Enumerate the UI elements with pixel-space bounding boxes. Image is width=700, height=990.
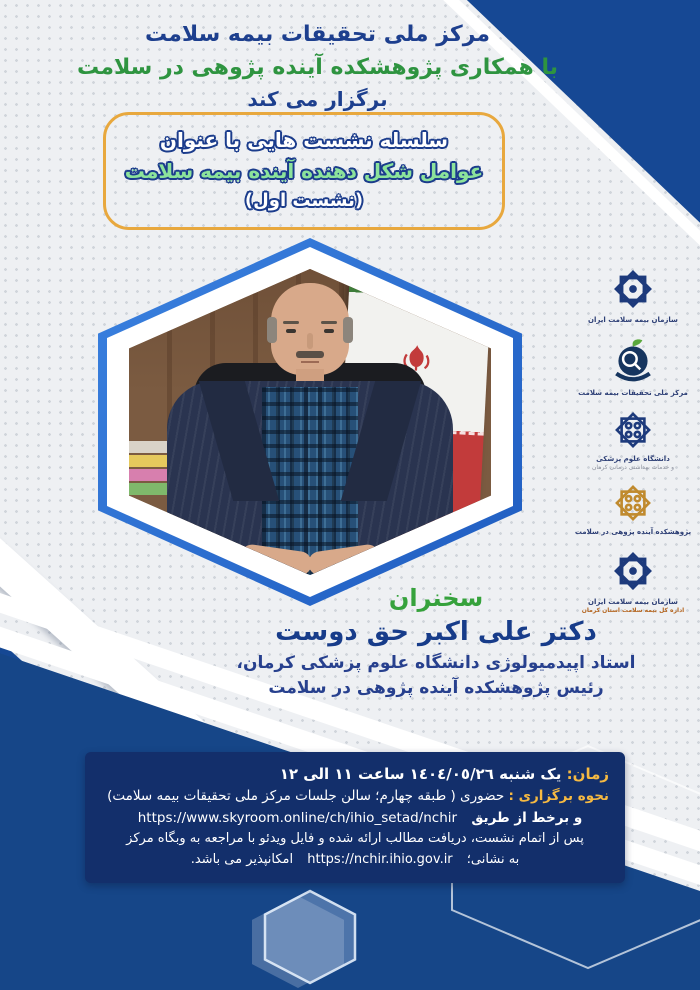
speaker-name: دکتر علی اکبر حق دوست xyxy=(275,617,597,648)
health-insurance-emblem-icon xyxy=(610,266,656,312)
note-suffix: امکانپذیر می باشد. xyxy=(190,851,294,867)
time-label: زمان: xyxy=(566,765,609,783)
series-title: عوامل شکل دهنده آینده بیمه سلامت xyxy=(124,159,484,183)
organizer-line: مرکز ملی تحقیقات بیمه سلامت xyxy=(145,22,490,47)
series-subtitle: سلسله نشست هایی با عنوان xyxy=(159,128,449,152)
series-title-box xyxy=(103,112,505,230)
speaker-portrait-photo xyxy=(129,269,491,575)
time-row xyxy=(101,762,609,786)
logo-caption: پژوهشکده آینده پژوهی در سلامت xyxy=(574,528,692,537)
logo-caption: سازمان بیمه سلامت ایران xyxy=(588,316,678,324)
mustache xyxy=(296,351,324,358)
logo-caption: مرکز ملی تحقیقات بیمه سلامت xyxy=(578,389,688,398)
skyroom-link[interactable]: https://www.skyroom.online/ch/ihio_setad/nchir xyxy=(137,809,458,826)
future-studies-octagram-icon xyxy=(612,482,654,524)
method-value: حضوری ( طبقه چهارم؛ سالن جلسات مرکز ملی تحقیقات بیمه سلامت) xyxy=(107,788,505,804)
nchir-link[interactable]: https://nchir.ihio.gov.ir xyxy=(307,851,453,867)
poster-header xyxy=(30,18,605,114)
speaker-label: سخنران xyxy=(388,584,484,612)
logo-item xyxy=(572,409,694,472)
portrait-inner-frame xyxy=(107,247,513,597)
speaker-role-2: رئیس پژوهشکده آینده پژوهی در سلامت xyxy=(268,678,604,699)
speaker-role-1: استاد اپیدمیولوژی دانشگاه علوم پزشکی کرمان، xyxy=(236,652,636,673)
note-row-2 xyxy=(101,850,609,871)
online-label: و برخط از طریق xyxy=(471,809,583,826)
logo-item xyxy=(572,335,694,398)
session-number: (نشست اول) xyxy=(244,190,364,211)
time-value: یک شنبه ١٤٠٤/٠٥/٢٦ ساعت ١١ الی ١٢ xyxy=(279,765,562,783)
logo-caption: سازمان بیمه سلامت ایران xyxy=(588,597,678,606)
plaid-shirt xyxy=(262,387,358,575)
speaker-head xyxy=(271,283,349,375)
online-row xyxy=(101,808,609,830)
speaker-portrait-frame xyxy=(98,238,522,606)
footer-hexagon-outline xyxy=(262,888,358,986)
logo-item xyxy=(572,266,694,325)
collaboration-line: با همکاری پژوهشکده آینده پژوهی در سلامت xyxy=(77,55,558,80)
logo-subcaption: اداره کل بیمه سلامت استان کرمان xyxy=(581,606,685,614)
university-octagram-icon xyxy=(612,409,654,451)
method-label: نحوه برگزاری : xyxy=(508,788,609,804)
event-details-box xyxy=(85,752,625,883)
partner-logos-column xyxy=(572,266,694,625)
note-prefix: به نشانی؛ xyxy=(466,851,520,867)
speaker-block xyxy=(200,583,672,702)
logo-subcaption: و خدمات بهداشتی درمانی کرمان xyxy=(591,464,675,472)
note-row-1: پس از اتمام نشست، دریافت مطالب ارائه شده و فایل ویدئو با مراجعه به وبگاه مرکز xyxy=(126,831,584,847)
method-row xyxy=(101,786,609,808)
logo-item xyxy=(572,482,694,537)
speaker-suit xyxy=(167,381,453,575)
holds-line: برگزار می کند xyxy=(247,87,388,111)
logo-caption: دانشگاه علوم پزشکی xyxy=(596,454,670,463)
apple-magnifier-icon xyxy=(608,335,658,385)
